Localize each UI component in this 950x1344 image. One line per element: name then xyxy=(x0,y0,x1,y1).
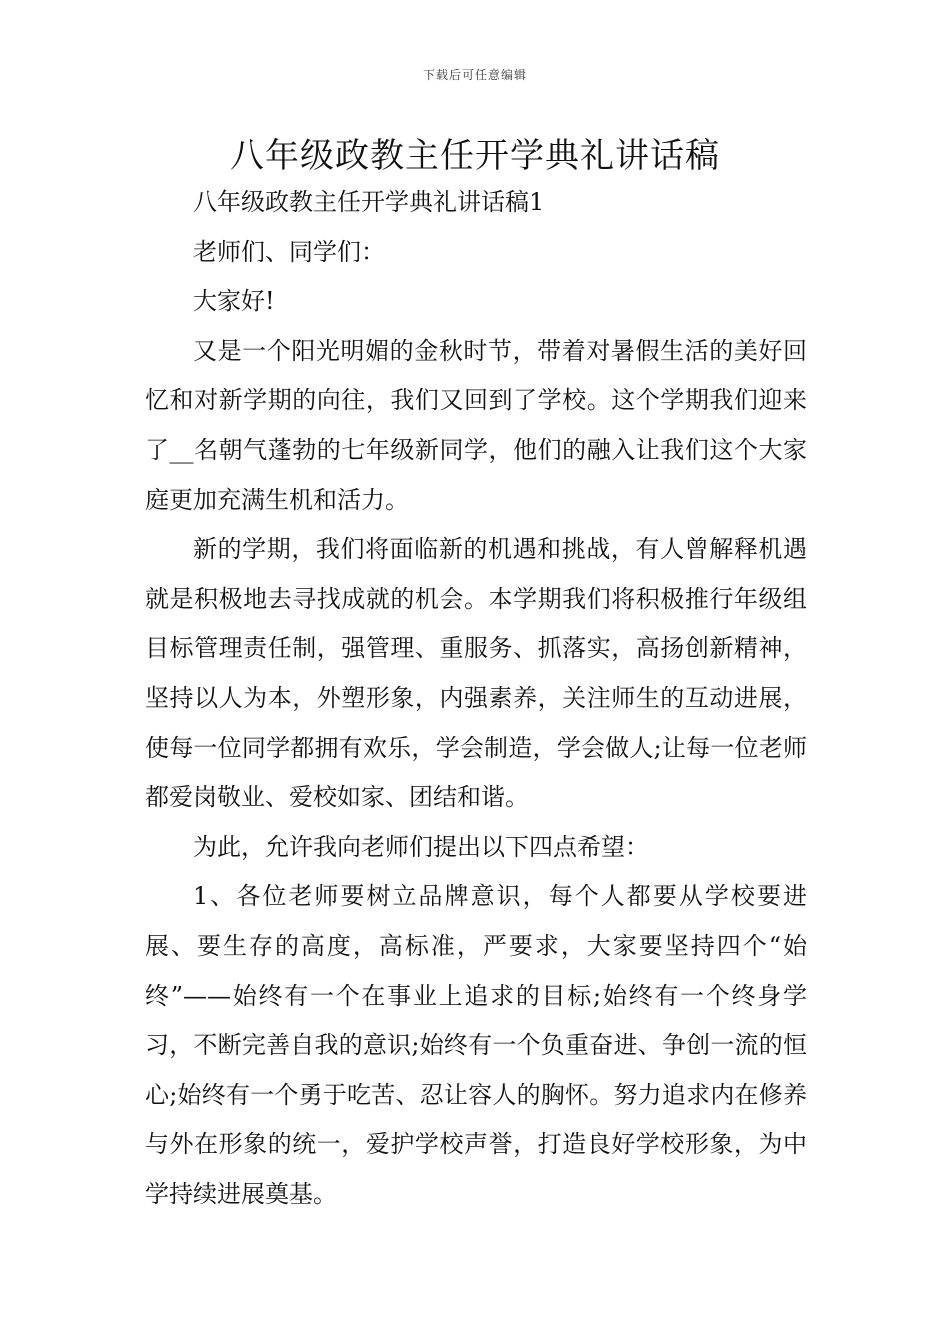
paragraph-greeting: 大家好! xyxy=(193,287,275,316)
paragraph-hope-1: 1、各位老师要树立品牌意识，每个人都要从学校要进展、要生存的高度，高标准，严要求，大家要坚持四个“始终”——始终有一个在事业上追求的目标;始终有一个终身学习，不断完善自我的意识;始终有一个负重奋进、争创一流的恒心;始终有一个勇于吃苦、忍让容人的胸怀。努力追求内在修养与外在形象的统一，爱护学校声誉，打造良好学校形象，为中学持续进展奠基。 xyxy=(145,882,807,1208)
document-title: 八年级政教主任开学典礼讲话稿 xyxy=(230,136,720,176)
paragraph-hopes-intro: 为此，允许我向老师们提出以下四点希望： xyxy=(193,832,649,861)
paragraph-opening: 又是一个阳光明媚的金秋时节，带着对暑假生活的美好回忆和对新学期的向往，我们又回到了学校。这个学期我们迎来了__名朝气蓬勃的七年级新同学，他们的融入让我们这个大家庭更加充满生机和活力。 xyxy=(145,336,807,514)
document-body xyxy=(145,178,807,1219)
paragraph-salutation: 老师们、同学们： xyxy=(193,237,385,266)
paragraph-subtitle: 八年级政教主任开学典礼讲话稿1 xyxy=(193,188,545,216)
page-header-note: 下载后可任意编辑 xyxy=(422,68,527,82)
paragraph-new-semester: 新的学期，我们将面临新的机遇和挑战，有人曾解释机遇就是积极地去寻找成就的机会。本学期我们将积极推行年级组目标管理责任制，强管理、重服务、抓落实，高扬创新精神，坚持以人为本，外塑形象，内强素养，关注师生的互动进展，使每一位同学都拥有欢乐，学会制造，学会做人;让每一位老师都爱岗敬业、爱校如家、团结和谐。 xyxy=(145,535,807,812)
